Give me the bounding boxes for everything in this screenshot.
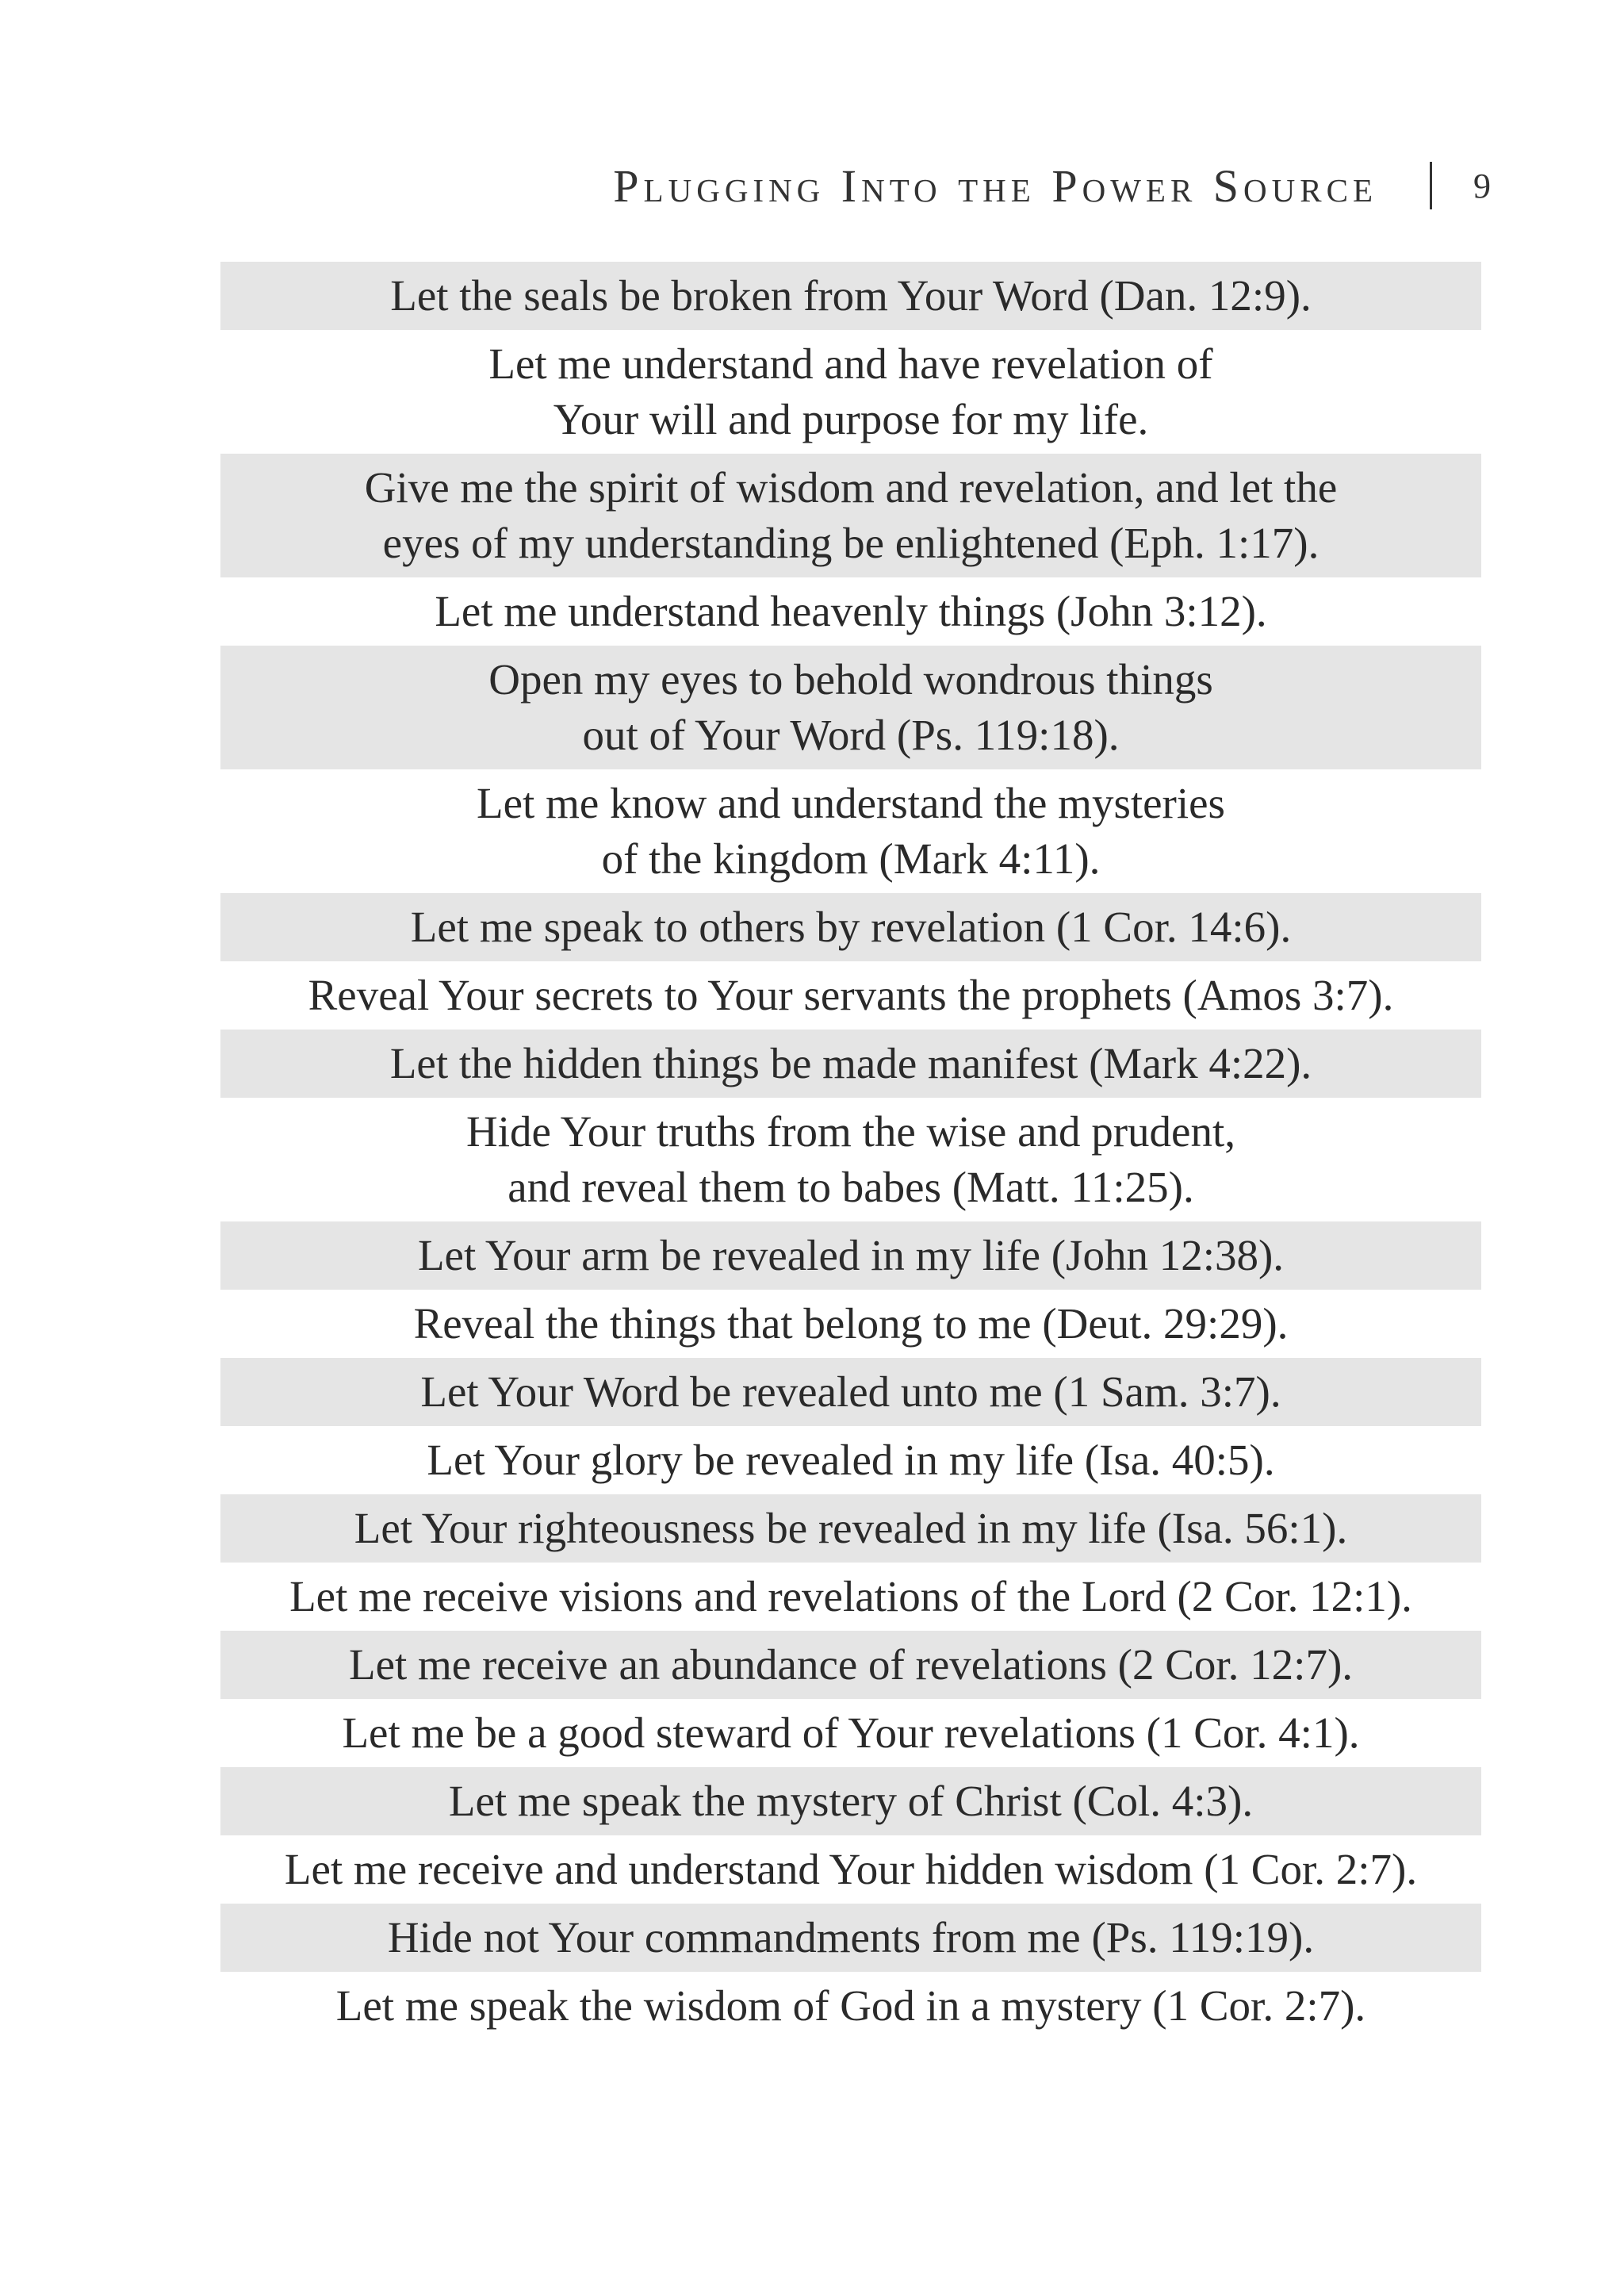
- running-header-title: Plugging Into the Power Source: [613, 159, 1377, 212]
- prayer-line: Reveal the things that belong to me (Deut. 29:29).: [413, 1299, 1289, 1348]
- prayer-line: Hide Your truths from the wise and prudent, and reveal them to babes (Matt. 11:25).: [465, 1107, 1236, 1211]
- prayer-line: Let me speak to others by revelation (1 Cor. 14:6).: [220, 893, 1481, 961]
- prayer-line: Let me speak the wisdom of God in a mystery (1 Cor. 2:7).: [335, 1981, 1366, 2030]
- prayer-line: Let me know and understand the mysteries of the kingdom (Mark 4:11).: [477, 779, 1225, 883]
- prayer-line: Hide not Your commandments from me (Ps. 119:19).: [220, 1904, 1481, 1972]
- page-number: 9: [1473, 166, 1491, 205]
- prayer-line: Open my eyes to behold wondrous things out of Your Word (Ps. 119:18).: [220, 646, 1481, 769]
- prayer-line: Let me understand heavenly things (John 3:12).: [435, 587, 1267, 635]
- prayer-line: Let me receive and understand Your hidden wisdom (1 Cor. 2:7).: [284, 1845, 1418, 1893]
- prayer-line: Let the seals be broken from Your Word (Dan. 12:9).: [220, 262, 1481, 330]
- prayer-line: Let me speak the mystery of Christ (Col. 4:3).: [220, 1767, 1481, 1835]
- running-header: [613, 155, 1491, 216]
- header-separator: [1430, 162, 1432, 209]
- prayer-line: Let me receive an abundance of revelations (2 Cor. 12:7).: [220, 1631, 1481, 1699]
- prayer-line: Reveal Your secrets to Your servants the prophets (Amos 3:7).: [308, 971, 1394, 1019]
- prayer-line: Give me the spirit of wisdom and revelation, and let the eyes of my understanding be enlightened (Eph. 1:17).: [220, 454, 1481, 577]
- prayer-line: Let Your righteousness be revealed in my life (Isa. 56:1).: [220, 1494, 1481, 1563]
- prayer-line: Let Your glory be revealed in my life (Isa. 40:5).: [427, 1436, 1275, 1484]
- prayer-line: Let me receive visions and revelations of the Lord (2 Cor. 12:1).: [289, 1572, 1412, 1620]
- prayer-list: [220, 262, 1481, 2040]
- prayer-line: Let Your Word be revealed unto me (1 Sam. 3:7).: [220, 1358, 1481, 1426]
- prayer-line: Let me be a good steward of Your revelations (1 Cor. 4:1).: [342, 1708, 1360, 1757]
- prayer-line: Let Your arm be revealed in my life (John 12:38).: [220, 1221, 1481, 1290]
- prayer-line: Let the hidden things be made manifest (Mark 4:22).: [220, 1030, 1481, 1098]
- prayer-line: Let me understand and have revelation of Your will and purpose for my life.: [488, 339, 1213, 443]
